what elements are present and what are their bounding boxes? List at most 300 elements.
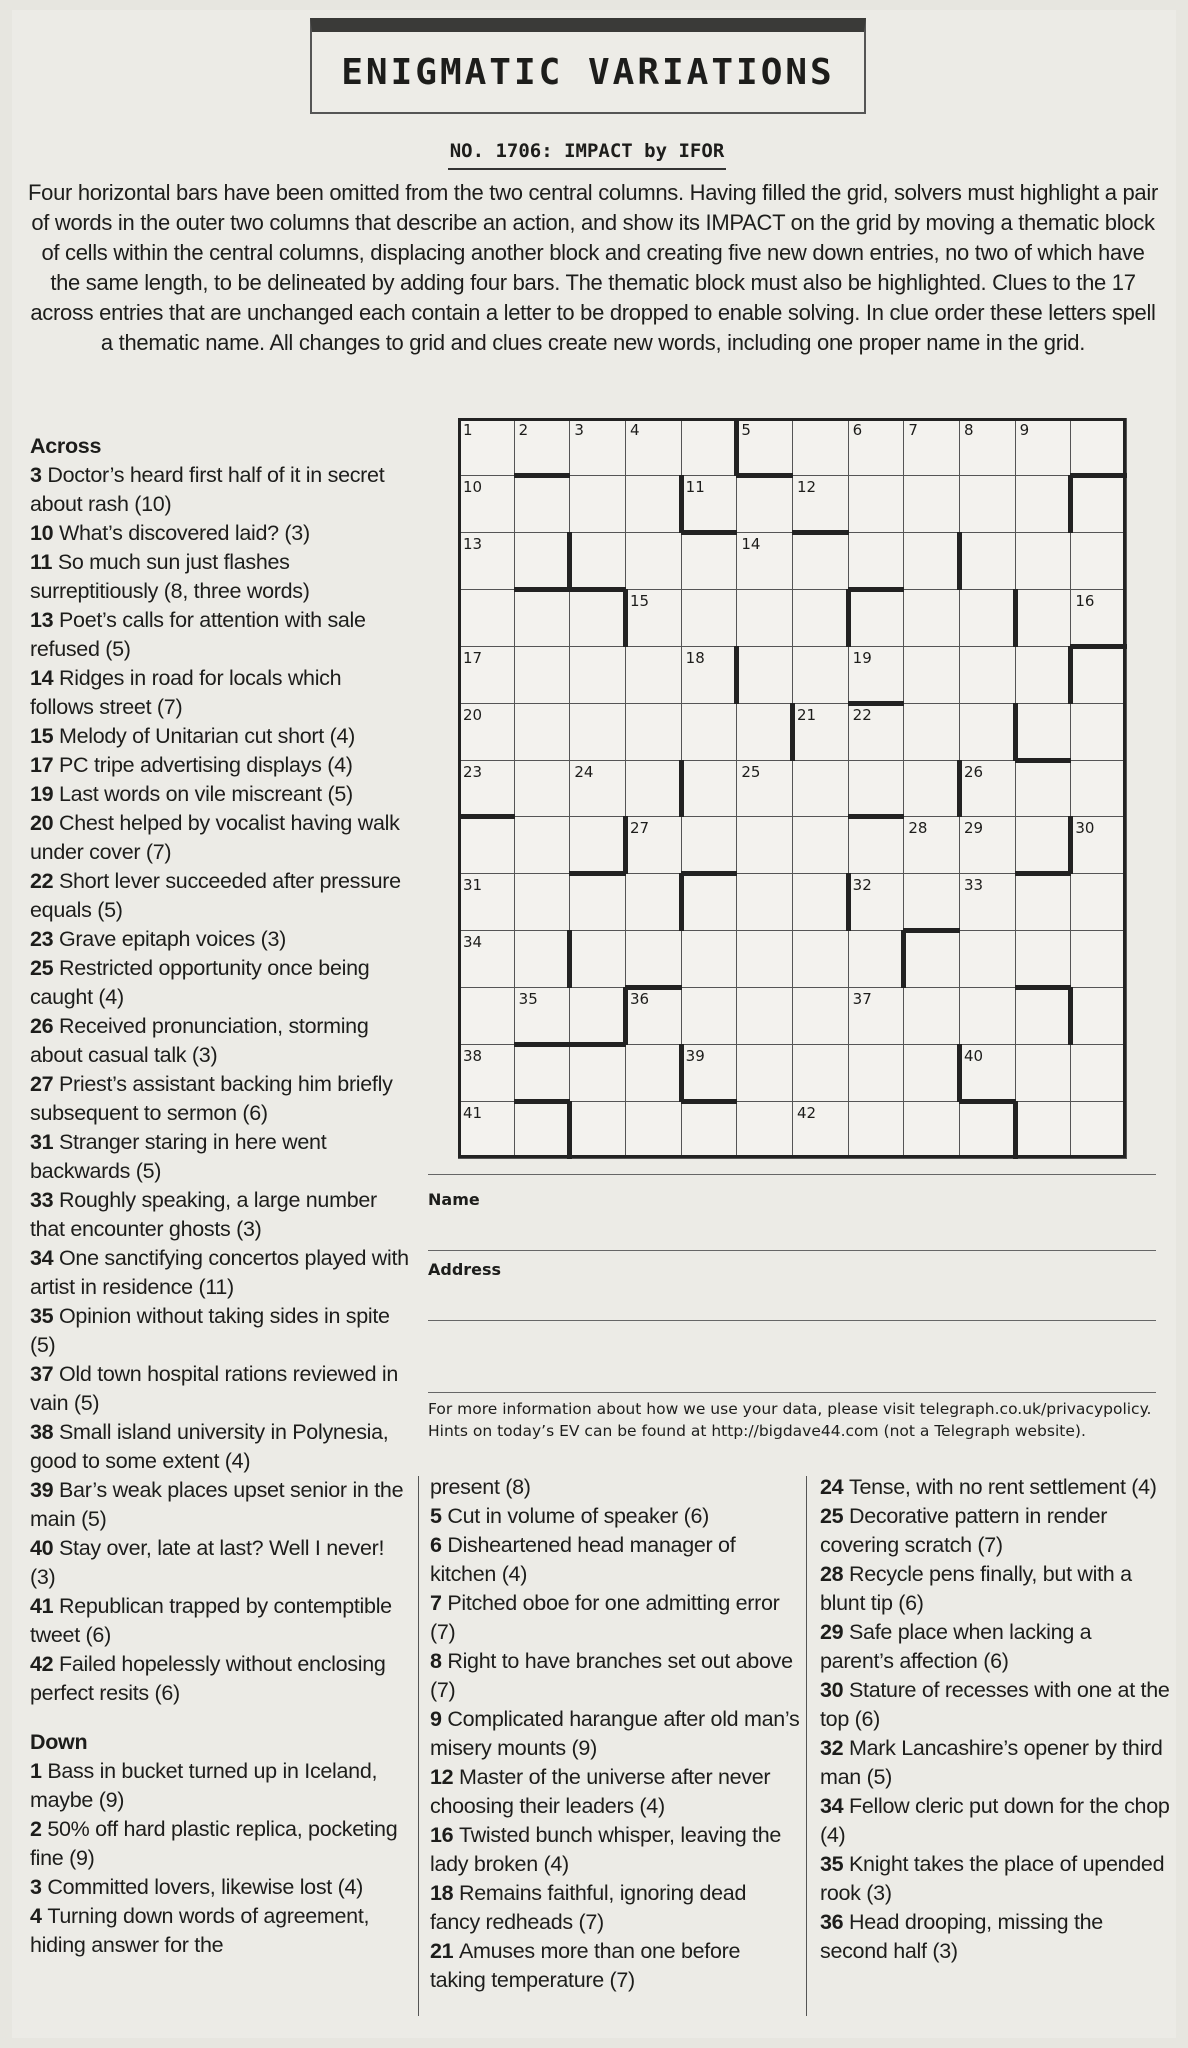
grid-cell[interactable] bbox=[569, 532, 626, 590]
clue-number: 17 bbox=[30, 753, 59, 777]
down-clue-list-part3 bbox=[820, 1473, 1170, 1966]
divider-line bbox=[428, 1174, 1156, 1175]
across-clue bbox=[30, 1534, 410, 1592]
grid-cell[interactable] bbox=[959, 418, 1016, 476]
grid-cell[interactable] bbox=[792, 760, 849, 818]
grid-cell[interactable] bbox=[625, 418, 682, 476]
grid-cell[interactable] bbox=[458, 532, 515, 590]
grid-cell[interactable] bbox=[458, 703, 515, 761]
grid-cell[interactable] bbox=[569, 760, 626, 818]
grid-cell[interactable] bbox=[848, 646, 905, 704]
clue-number: 28 bbox=[820, 1562, 849, 1586]
grid-cell[interactable] bbox=[514, 930, 571, 988]
grid-cell[interactable] bbox=[1070, 873, 1127, 931]
clue-text: Bass in bucket turned up in Iceland, maybe (9) bbox=[30, 1759, 378, 1812]
clue-number: 8 bbox=[430, 1649, 448, 1673]
cell-number: 4 bbox=[630, 421, 640, 439]
grid-bar bbox=[957, 1044, 962, 1102]
grid-cell[interactable] bbox=[959, 646, 1016, 704]
clue-text: Head drooping, missing the second half (3) bbox=[820, 1910, 1103, 1963]
grid-cell[interactable] bbox=[1015, 418, 1072, 476]
grid-cell[interactable] bbox=[848, 873, 905, 931]
clue-number: 20 bbox=[30, 811, 59, 835]
grid-cell[interactable] bbox=[1015, 987, 1072, 1045]
grid-cell[interactable] bbox=[736, 475, 793, 533]
grid-cell[interactable] bbox=[458, 987, 515, 1045]
clue-text: Last words on vile miscreant (5) bbox=[59, 782, 353, 806]
grid-cell[interactable] bbox=[625, 873, 682, 931]
grid-cell[interactable] bbox=[792, 646, 849, 704]
clue-text: Amuses more than one before taking temperature (7) bbox=[430, 1939, 741, 1992]
clue-text: Grave epitaph voices (3) bbox=[59, 927, 287, 951]
grid-bar bbox=[569, 871, 626, 876]
grid-cell[interactable] bbox=[514, 1044, 571, 1102]
down-clue-list-part1 bbox=[30, 1757, 410, 1960]
grid-cell[interactable] bbox=[681, 475, 738, 533]
grid-cell[interactable] bbox=[736, 816, 793, 874]
grid-cell[interactable] bbox=[903, 1101, 960, 1159]
grid-cell[interactable] bbox=[681, 930, 738, 988]
cell-number: 12 bbox=[797, 477, 817, 496]
grid-cell[interactable] bbox=[1070, 646, 1127, 704]
grid-cell[interactable] bbox=[792, 987, 849, 1045]
grid-cell[interactable] bbox=[792, 1101, 849, 1159]
grid-cell[interactable] bbox=[792, 532, 849, 590]
grid-cell[interactable] bbox=[681, 1101, 738, 1159]
clue-text: Cut in volume of speaker (6) bbox=[447, 1504, 710, 1528]
clue-text: Opinion without taking sides in spite (5) bbox=[30, 1304, 390, 1357]
grid-bar bbox=[1015, 871, 1072, 876]
grid-bar bbox=[1013, 1101, 1018, 1159]
info-notice bbox=[428, 1398, 1168, 1442]
cell-number: 26 bbox=[964, 762, 984, 781]
grid-cell[interactable] bbox=[514, 760, 571, 818]
grid-cell[interactable] bbox=[903, 418, 960, 476]
grid-cell[interactable] bbox=[736, 418, 793, 476]
grid-cell[interactable] bbox=[959, 760, 1016, 818]
grid-cell[interactable] bbox=[736, 589, 793, 647]
cell-number: 30 bbox=[1075, 819, 1095, 838]
across-clue bbox=[30, 1360, 410, 1418]
clue-text: Twisted bunch whisper, leaving the lady broken (4) bbox=[430, 1823, 782, 1876]
grid-cell[interactable] bbox=[681, 987, 738, 1045]
clue-number: 33 bbox=[30, 1188, 59, 1212]
grid-bar bbox=[679, 760, 684, 818]
crossword-grid bbox=[458, 418, 1126, 1158]
clue-text: Stature of recesses with one at the top (6) bbox=[820, 1678, 1170, 1731]
grid-bar bbox=[567, 930, 572, 988]
grid-cell[interactable] bbox=[1015, 703, 1072, 761]
clue-number: 37 bbox=[30, 1362, 59, 1386]
grid-cell[interactable] bbox=[625, 1101, 682, 1159]
grid-cell[interactable] bbox=[959, 703, 1016, 761]
across-clue bbox=[30, 461, 410, 519]
cell-number: 42 bbox=[797, 1104, 817, 1123]
grid-cell[interactable] bbox=[848, 930, 905, 988]
clue-number: 18 bbox=[430, 1881, 459, 1905]
down-clue bbox=[820, 1792, 1170, 1850]
clue-number: 35 bbox=[30, 1304, 59, 1328]
grid-bar bbox=[848, 701, 905, 706]
grid-cell[interactable] bbox=[1015, 760, 1072, 818]
across-clue bbox=[30, 1012, 410, 1070]
grid-cell[interactable] bbox=[458, 930, 515, 988]
clue-text: Knight takes the place of upended rook (3) bbox=[820, 1852, 1165, 1905]
cell-number: 14 bbox=[741, 534, 761, 553]
grid-cell[interactable] bbox=[959, 987, 1016, 1045]
grid-cell[interactable] bbox=[1070, 1044, 1127, 1102]
across-clue bbox=[30, 925, 410, 954]
grid-cell[interactable] bbox=[569, 418, 626, 476]
across-heading: Across bbox=[30, 434, 102, 458]
grid-cell[interactable] bbox=[959, 1101, 1016, 1159]
grid-bar bbox=[514, 1042, 571, 1047]
grid-cell[interactable] bbox=[792, 589, 849, 647]
clue-text: Failed hopelessly without enclosing perfect resits (6) bbox=[30, 1652, 386, 1705]
grid-cell[interactable] bbox=[1070, 930, 1127, 988]
grid-cell[interactable] bbox=[903, 930, 960, 988]
grid-cell[interactable] bbox=[569, 873, 626, 931]
down-clue bbox=[30, 1815, 410, 1873]
grid-bar bbox=[1068, 987, 1073, 1045]
grid-bar bbox=[957, 532, 962, 590]
grid-cell[interactable] bbox=[848, 760, 905, 818]
grid-cell[interactable] bbox=[792, 703, 849, 761]
clue-text: Poet’s calls for attention with sale refused (5) bbox=[30, 608, 366, 661]
cell-number: 29 bbox=[964, 819, 984, 838]
grid-cell[interactable] bbox=[625, 760, 682, 818]
down-clue bbox=[430, 1531, 800, 1589]
cell-number: 21 bbox=[797, 705, 817, 724]
clue-text: What’s discovered laid? (3) bbox=[59, 521, 310, 545]
grid-cell[interactable] bbox=[903, 646, 960, 704]
clue-number: 15 bbox=[30, 724, 59, 748]
across-clue bbox=[30, 1244, 410, 1302]
down-clue bbox=[820, 1908, 1170, 1966]
across-clue bbox=[30, 1650, 410, 1708]
clue-text: Stranger staring in here went backwards (5) bbox=[30, 1130, 327, 1183]
clue-text: Master of the universe after never choosing their leaders (4) bbox=[430, 1765, 771, 1818]
grid-cell[interactable] bbox=[569, 1101, 626, 1159]
cell-number: 7 bbox=[908, 421, 918, 439]
clue-number: 25 bbox=[820, 1504, 849, 1528]
grid-cell[interactable] bbox=[792, 873, 849, 931]
clue-number: 38 bbox=[30, 1420, 59, 1444]
grid-cell[interactable] bbox=[1015, 475, 1072, 533]
grid-bar bbox=[846, 589, 851, 647]
grid-cell[interactable] bbox=[569, 475, 626, 533]
grid-cell[interactable] bbox=[959, 475, 1016, 533]
grid-cell[interactable] bbox=[1070, 532, 1127, 590]
grid-cell[interactable] bbox=[1070, 1101, 1127, 1159]
grid-cell[interactable] bbox=[736, 760, 793, 818]
grid-cell[interactable] bbox=[736, 987, 793, 1045]
grid-cell[interactable] bbox=[848, 816, 905, 874]
clues-middle-column bbox=[430, 1473, 800, 1995]
down-heading: Down bbox=[30, 1730, 88, 1754]
cell-number: 39 bbox=[685, 1047, 705, 1066]
grid-cell[interactable] bbox=[569, 703, 626, 761]
grid-cell[interactable] bbox=[848, 532, 905, 590]
grid-cell[interactable] bbox=[736, 1044, 793, 1102]
grid-cell[interactable] bbox=[681, 646, 738, 704]
grid-cell[interactable] bbox=[625, 930, 682, 988]
grid-cell[interactable] bbox=[1070, 760, 1127, 818]
grid-cell[interactable] bbox=[736, 930, 793, 988]
grid-cell[interactable] bbox=[1015, 1044, 1072, 1102]
grid-bar bbox=[848, 814, 905, 819]
grid-cell[interactable] bbox=[903, 816, 960, 874]
grid-cell[interactable] bbox=[458, 418, 515, 476]
across-clue-list bbox=[30, 461, 410, 1708]
grid-cell[interactable] bbox=[1015, 589, 1072, 647]
clue-text: PC tripe advertising displays (4) bbox=[59, 753, 353, 777]
clue-number: 27 bbox=[30, 1072, 59, 1096]
grid-cell[interactable] bbox=[625, 589, 682, 647]
grid-cell[interactable] bbox=[1070, 987, 1127, 1045]
grid-cell[interactable] bbox=[848, 987, 905, 1045]
grid-cell[interactable] bbox=[625, 532, 682, 590]
grid-cell[interactable] bbox=[959, 873, 1016, 931]
grid-cell[interactable] bbox=[1070, 703, 1127, 761]
grid-cell[interactable] bbox=[458, 646, 515, 704]
grid-bar bbox=[514, 473, 571, 478]
across-clue bbox=[30, 867, 410, 925]
page-title: ENIGMATIC VARIATIONS bbox=[341, 51, 835, 93]
grid-cell[interactable] bbox=[848, 418, 905, 476]
grid-cell[interactable] bbox=[903, 987, 960, 1045]
grid-cell[interactable] bbox=[514, 475, 571, 533]
grid-cell[interactable] bbox=[903, 1044, 960, 1102]
clue-text: Right to have branches set out above (7) bbox=[430, 1649, 793, 1702]
clue-number: 2 bbox=[30, 1817, 48, 1841]
grid-cell[interactable] bbox=[1015, 816, 1072, 874]
grid-cell[interactable] bbox=[903, 589, 960, 647]
grid-cell[interactable] bbox=[792, 816, 849, 874]
clue-text: Bar’s weak places upset senior in the main (5) bbox=[30, 1478, 404, 1531]
down-clue bbox=[820, 1618, 1170, 1676]
grid-cell[interactable] bbox=[1070, 816, 1127, 874]
grid-cell[interactable] bbox=[458, 1044, 515, 1102]
clue-number: 13 bbox=[30, 608, 59, 632]
grid-cell[interactable] bbox=[1015, 1101, 1072, 1159]
grid-cell[interactable] bbox=[569, 646, 626, 704]
grid-cell[interactable] bbox=[681, 703, 738, 761]
clue-number: 9 bbox=[430, 1707, 448, 1731]
grid-cell[interactable] bbox=[625, 703, 682, 761]
grid-cell[interactable] bbox=[1070, 418, 1127, 476]
grid-bar bbox=[734, 418, 739, 476]
grid-bar bbox=[1015, 985, 1072, 990]
grid-cell[interactable] bbox=[514, 1101, 571, 1159]
grid-cell[interactable] bbox=[959, 532, 1016, 590]
across-clue bbox=[30, 1476, 410, 1534]
grid-cell[interactable] bbox=[736, 873, 793, 931]
grid-cell[interactable] bbox=[792, 930, 849, 988]
grid-bar bbox=[736, 473, 793, 478]
grid-cell[interactable] bbox=[736, 703, 793, 761]
grid-cell[interactable] bbox=[514, 873, 571, 931]
grid-cell[interactable] bbox=[736, 532, 793, 590]
grid-bar bbox=[1068, 816, 1073, 874]
down-clue bbox=[820, 1734, 1170, 1792]
down-clue bbox=[430, 1937, 800, 1995]
clue-text: Melody of Unitarian cut short (4) bbox=[59, 724, 356, 748]
across-clue bbox=[30, 751, 410, 780]
clue-number: 30 bbox=[820, 1678, 849, 1702]
grid-bar bbox=[957, 760, 962, 818]
cell-number: 11 bbox=[685, 477, 705, 496]
grid-cell[interactable] bbox=[903, 760, 960, 818]
grid-cell[interactable] bbox=[569, 589, 626, 647]
cell-number: 2 bbox=[518, 421, 529, 439]
grid-cell[interactable] bbox=[625, 987, 682, 1045]
grid-cell[interactable] bbox=[569, 1044, 626, 1102]
grid-cell[interactable] bbox=[903, 703, 960, 761]
address-field-line-2[interactable] bbox=[428, 1392, 1156, 1393]
cell-number: 27 bbox=[630, 819, 650, 838]
clue-number: 19 bbox=[30, 782, 59, 806]
grid-cell[interactable] bbox=[959, 816, 1016, 874]
cell-number: 18 bbox=[685, 648, 705, 667]
grid-bar bbox=[1068, 646, 1073, 704]
clue-number: 23 bbox=[30, 927, 59, 951]
across-clue bbox=[30, 1592, 410, 1650]
grid-cell[interactable] bbox=[1015, 873, 1072, 931]
grid-cell[interactable] bbox=[514, 703, 571, 761]
grid-cell[interactable] bbox=[681, 1044, 738, 1102]
grid-cell[interactable] bbox=[514, 589, 571, 647]
grid-bar bbox=[848, 587, 905, 592]
cell-number: 24 bbox=[574, 762, 594, 781]
grid-cell[interactable] bbox=[458, 589, 515, 647]
clue-text: One sanctifying concertos played with artist in residence (11) bbox=[30, 1246, 409, 1299]
cell-number: 31 bbox=[463, 876, 483, 895]
clue-text: Decorative pattern in render covering scratch (7) bbox=[820, 1504, 1108, 1557]
cell-number: 13 bbox=[463, 534, 483, 553]
clue-text: Mark Lancashire’s opener by third man (5) bbox=[820, 1736, 1163, 1789]
grid-cell[interactable] bbox=[792, 1044, 849, 1102]
grid-cell[interactable] bbox=[514, 816, 571, 874]
cell-number: 19 bbox=[852, 648, 872, 667]
clue-number: 21 bbox=[430, 1939, 459, 1963]
grid-cell[interactable] bbox=[1015, 646, 1072, 704]
grid-cell[interactable] bbox=[792, 475, 849, 533]
grid-cell[interactable] bbox=[848, 703, 905, 761]
grid-cell[interactable] bbox=[848, 475, 905, 533]
grid-bar bbox=[567, 1101, 572, 1159]
grid-bar bbox=[623, 987, 628, 1045]
grid-bar bbox=[625, 985, 682, 990]
grid-cell[interactable] bbox=[1015, 532, 1072, 590]
clue-text: Received pronunciation, storming about casual talk (3) bbox=[30, 1014, 369, 1067]
clue-number: 11 bbox=[30, 550, 58, 574]
grid-cell[interactable] bbox=[625, 816, 682, 874]
grid-cell[interactable] bbox=[959, 930, 1016, 988]
cell-number: 3 bbox=[574, 421, 584, 439]
clue-text: Ridges in road for locals which follows street (7) bbox=[30, 666, 342, 719]
grid-cell[interactable] bbox=[1015, 930, 1072, 988]
grid-bar bbox=[792, 530, 849, 535]
grid-bar bbox=[1015, 758, 1072, 763]
down-clue bbox=[430, 1821, 800, 1879]
grid-cell[interactable] bbox=[681, 418, 738, 476]
down-clue-list-part2 bbox=[430, 1473, 800, 1995]
grid-cell[interactable] bbox=[903, 475, 960, 533]
grid-cell[interactable] bbox=[681, 816, 738, 874]
cell-number: 36 bbox=[630, 990, 650, 1009]
name-field-line[interactable] bbox=[428, 1250, 1156, 1251]
across-clue bbox=[30, 1128, 410, 1186]
grid-cell[interactable] bbox=[514, 418, 571, 476]
grid-cell[interactable] bbox=[736, 1101, 793, 1159]
clue-number: 36 bbox=[820, 1910, 849, 1934]
grid-cell[interactable] bbox=[848, 1101, 905, 1159]
grid-bar bbox=[623, 816, 628, 874]
clue-text: Tense, with no rent settlement (4) bbox=[849, 1475, 1157, 1499]
grid-cell[interactable] bbox=[1070, 475, 1127, 533]
clue-text: Pitched oboe for one admitting error (7) bbox=[430, 1591, 780, 1644]
grid-cell[interactable] bbox=[681, 760, 738, 818]
grid-cell[interactable] bbox=[903, 873, 960, 931]
grid-cell[interactable] bbox=[1070, 589, 1127, 647]
down-clue bbox=[30, 1902, 410, 1960]
clue-number: 41 bbox=[30, 1594, 59, 1618]
grid-cell[interactable] bbox=[736, 646, 793, 704]
grid-cell[interactable] bbox=[569, 930, 626, 988]
cell-number: 37 bbox=[852, 990, 872, 1009]
grid-cell[interactable] bbox=[625, 646, 682, 704]
grid-cell[interactable] bbox=[514, 532, 571, 590]
grid-bar bbox=[569, 1042, 626, 1047]
across-clue bbox=[30, 780, 410, 809]
address-field-line[interactable] bbox=[428, 1320, 1156, 1321]
grid-cell[interactable] bbox=[625, 1044, 682, 1102]
down-clue bbox=[430, 1705, 800, 1763]
grid-cell[interactable] bbox=[959, 589, 1016, 647]
clue-number: 7 bbox=[430, 1591, 448, 1615]
grid-cell[interactable] bbox=[458, 475, 515, 533]
grid-cell[interactable] bbox=[569, 816, 626, 874]
clue-text: Small island university in Polynesia, good to some extent (4) bbox=[30, 1420, 389, 1473]
grid-cell[interactable] bbox=[625, 475, 682, 533]
grid-cell[interactable] bbox=[514, 987, 571, 1045]
grid-cell[interactable] bbox=[458, 1101, 515, 1159]
cell-number: 10 bbox=[463, 477, 483, 496]
grid-cell[interactable] bbox=[681, 873, 738, 931]
grid-cell[interactable] bbox=[458, 873, 515, 931]
grid-cell[interactable] bbox=[792, 418, 849, 476]
clue-text: Old town hospital rations reviewed in vain (5) bbox=[30, 1362, 399, 1415]
grid-cell[interactable] bbox=[848, 589, 905, 647]
grid-cell[interactable] bbox=[514, 646, 571, 704]
clue-number: 3 bbox=[30, 463, 48, 487]
clue-text: 50% off hard plastic replica, pocketing fine (9) bbox=[30, 1817, 398, 1870]
clue-number: 40 bbox=[30, 1536, 59, 1560]
grid-cell[interactable] bbox=[903, 532, 960, 590]
grid-cell[interactable] bbox=[959, 1044, 1016, 1102]
grid-bar bbox=[679, 475, 684, 533]
clue-number: 26 bbox=[30, 1014, 59, 1038]
grid-cell[interactable] bbox=[458, 816, 515, 874]
grid-cell[interactable] bbox=[848, 1044, 905, 1102]
grid-cell[interactable] bbox=[458, 760, 515, 818]
grid-bar bbox=[514, 1099, 571, 1104]
grid-cell[interactable] bbox=[681, 532, 738, 590]
grid-cell[interactable] bbox=[681, 589, 738, 647]
cell-number: 41 bbox=[463, 1104, 483, 1123]
grid-cell[interactable] bbox=[569, 987, 626, 1045]
